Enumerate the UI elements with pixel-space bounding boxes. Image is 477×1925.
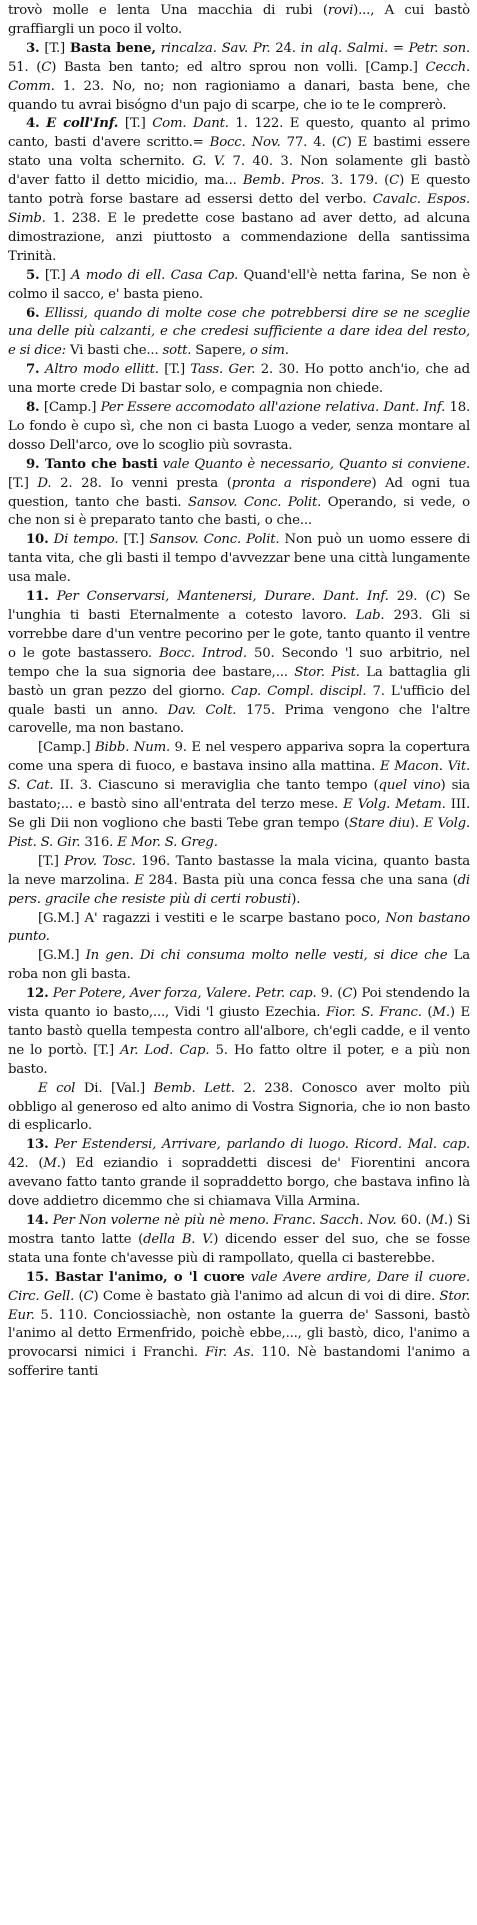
entry-10-di-tempo: 10. Di tempo. [T.] Sansov. Conc. Polit. Non può un uomo essere di tanta vita, che gli basti il tempo d'avvezzar bene una città lungamente usa male.	[8, 532, 471, 586]
entry-7-altro-modo: 7. Altro modo ellitt. [T.] Tass. Ger. 2. 30. Ho potto anch'io, che ad una morte crede Di bastar solo, e compagnia non chiede.	[8, 362, 470, 397]
entry-9-tanto-che-basti: 9. Tanto che basti vale Quanto è necessario, Quanto si conviene. [T.] D. 2. 28. Io venni presta (pronta a rispondere) Ad ogni tua question, tanto che basti. Sansov. Conc. Polit. Operando, si vede, o che non si è preparato tanto che basti, o che...	[8, 456, 471, 529]
entry-6-ellissi: 6. Ellissi, quando di molte cose che potrebbersi dire se ne sceglie una delle più calzanti, e che credesi sufficiente a dare idea del resto, e si dice: Vi basti che... sott. Sapere, o sim.	[8, 305, 470, 359]
entry-12-potere: 12. Per Potere, Aver forza, Valere. Petr. cap. 9. (C) Poi stendendo la vista quanto io basto,..., Vidi 'l giusto Ezechia. Fior. S. Franc. (M.) E tanto bastò quella tempesta contro all'albore, ch'egli cadde, e il vento ne lo portò. [T.] Ar. Lod. Cap. 5. Ho fatto oltre il poter, e a più non basto.	[8, 986, 471, 1077]
entry-14-non-volerne: 14. Per Non volerne nè più nè meno. Franc. Sacch. Nov. 60. (M.) Si mostra tanto latte (della B. V.) dicendo esser del suo, che se fosse stata una fonte ch'avesse più di rampollato, quella ci basterebbe.	[8, 1213, 470, 1266]
entry-15-bastar-l-animo: 15. Bastar l'animo, o 'l cuore vale Avere ardire, Dare il cuore. Circ. Gell. (C) Come è bastato già l'animo ad alcun di voi di dire. Stor. Eur. 5. 110. Conciossiachè, non ostante la guerra de' Sassoni, bastò l'animo al detto Ermenfrido, poichè ebbe,..., gli bastò, dico, l'animo a provocarsi nimici i Franchi. Fir. As. 110. Nè bastandomi l'animo a sofferire tanti	[8, 1269, 471, 1380]
entry-13-estendersi: 13. Per Estendersi, Arrivare, parlando di luogo. Ricord. Mal. cap. 42. (M.) Ed eziandio i sopraddetti discesi de' Fiorentini ancora avevano fatto tanto grande il sopraddetto borgo, che bastava infino là dove addietro dicemmo che si chiamava Villa Armina.	[8, 1137, 470, 1210]
entry-11-conservarsi: 11. Per Conservarsi, Mantenersi, Durare. Dant. Inf. 29. (C) Se l'unghia ti basti Eternalmente a cotesto lavoro. Lab. 293. Gli si vorrebbe dare d'un ventre pecorino per le gote, tanto quanto il ventre o le gote bastassero. Bocc. Introd. 50. Secondo 'l suo arbitrio, nel tempo che la sua signoria dee bastare,... Stor. Pist. La battaglia gli bastò un gran pezzo del giorno. Cap. Compl. discipl. 7. L'ufficio del quale basti un anno. Dav. Colt. 175. Prima vengono che l'altre carovelle, ma non bastano.	[8, 589, 471, 737]
subentry-11-prov-tosc: [T.] Prov. Tosc. 196. Tanto bastasse la mala vicina, quanto basta la neve marzolina. E 284. Basta più una conca fessa che una sana (di pers. gracile che resiste più di certi robusti).	[8, 853, 470, 907]
entry-3-basta-bene: 3. [T.] Basta bene, rincalza. Sav. Pr. 24. in alq. Salmi. = Petr. son. 51. (C) Basta ben tanto; ed altro sprou non volli. [Camp.] Cecch. Comm. 1. 23. No, no; non ragioniamo a danari, basta bene, che quando tu avrai bisógno d'un pajo di scarpe, che io te le comprerò.	[8, 40, 470, 113]
subentry-11-ragazzi: [G.M.] A' ragazzi i vestiti e le scarpe bastano poco, Non bastano punto.	[8, 910, 470, 945]
entry-8-accomodato: 8. [Camp.] Per Essere accomodato all'azione relativa. Dant. Inf. 18. Lo fondo è cupo sì, che non ci basta Luogo a veder, senza montare al dosso Dell'arco, ove lo scoglio più sovrasta.	[8, 400, 470, 453]
entry-5-modo-di-ell: 5. [T.] A modo di ell. Casa Cap. Quand'ell'è netta farina, Se non è colmo il sacco, e' basta pieno.	[8, 267, 470, 302]
subentry-11-in-gen: [G.M.] In gen. Di chi consuma molto nelle vesti, si dice che La roba non gli basta.	[8, 948, 471, 983]
paragraph-continuation: trovò molle e lenta Una macchia di rubi (rovi)..., A cui bastò graffiargli un poco il volto.	[8, 3, 470, 37]
entry-4-coll-inf: 4. E coll'Inf. [T.] Com. Dant. 1. 122. E questo, quanto al primo canto, basti d'avere scritto.= Bocc. Nov. 77. 4. (C) E bastimi essere stato una volta schernito. G. V. 7. 40. 3. Non solamente gli bastò d'aver fatto il detto micidio, ma... Bemb. Pros. 3. 179. (C) E questo tanto potrà forse bastare ad essersi detto del verbo. Cavalc. Espos. Simb. 1. 238. E le predette cose bastano ad aver detto, ad alcuna dimostrazione, anzi piuttosto a commendazione della santissima Trinità.	[8, 116, 471, 264]
subentry-11-camp: [Camp.] Bibb. Num. 9. E nel vespero appariva sopra la copertura come una spera di fuoco, e bastava insino alla mattina. E Macon. Vit. S. Cat. II. 3. Ciascuno si meraviglia che tanto tempo (quel vino) sia bastato;... e bastò sino all'entrata del terzo mese. E Volg. Metam. III. Se gli Dii non vogliono che basti Tebe gran tempo (Stare diu). E Volg. Pist. S. Gir. 316. E Mor. S. Greg.	[8, 740, 471, 850]
subentry-12-col-di: E col Di. [Val.] Bemb. Lett. 2. 238. Conosco aver molto più obbligo al generoso ed alto animo di Vostra Signoria, che io non basto di esplicarlo.	[8, 1080, 470, 1134]
